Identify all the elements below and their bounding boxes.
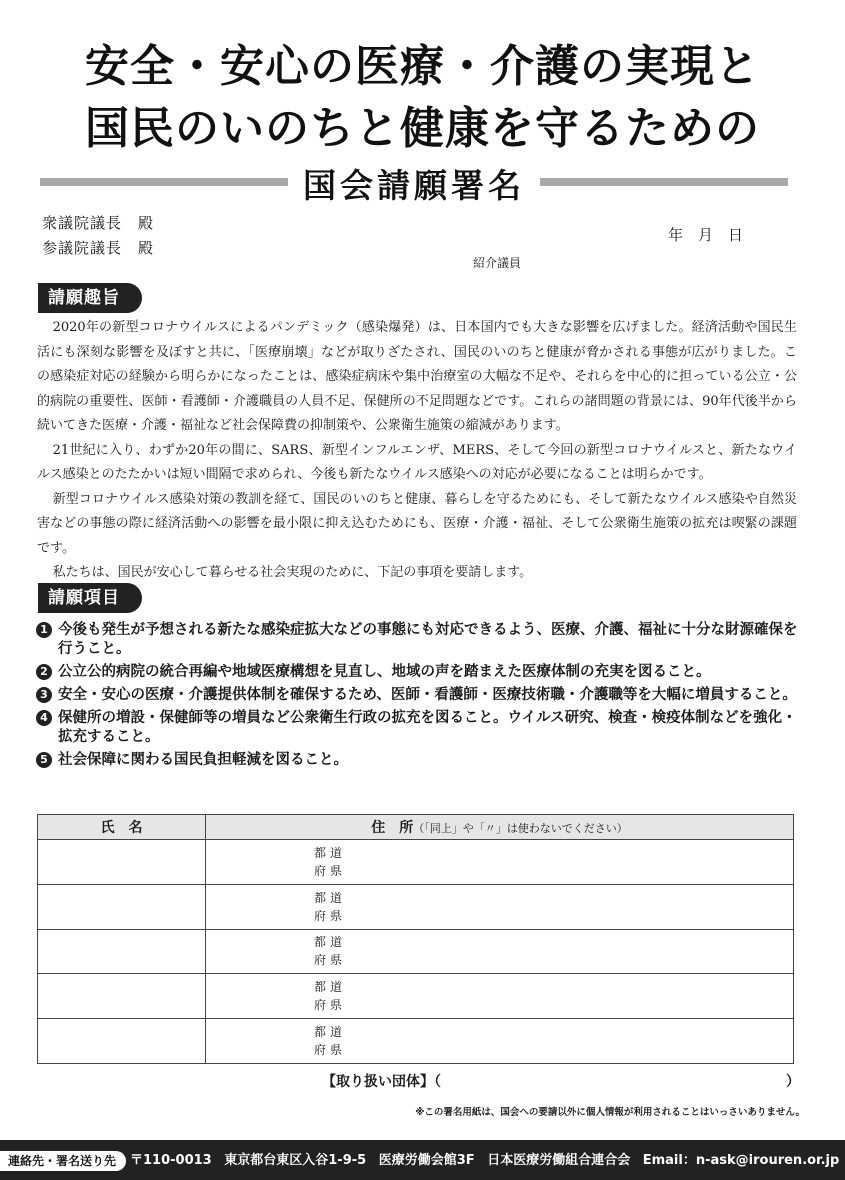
organization-label: 【取り扱い団体】（: [322, 1074, 441, 1090]
purpose-paragraph: 2020年の新型コロナウイルスによるパンデミック（感染爆発）は、日本国内でも大きな影響を広げました。経済活動や国民生活にも深刻な影響を及ぼすと共に、「医療崩壊」などが取りざたされ、国民のいのちと健康が脅かされる事態が広がりました。この感染症対応の経験から明らかになったことは、感染症病床や集中治療室の大幅な不足や、それらを中心的に担っている公立・公的病院の重要性、医師・看護師・介護職員の人員不足、保健所の不足問題などです。これらの諸問題の背景には、90年代後半から続いてきた医療・介護・福祉など社会保障費の抑制策や、公衆衛生施策の縮減があります。: [37, 320, 797, 433]
prefecture-label: 都道: [314, 980, 347, 995]
footer-address: 東京都台東区入谷1-9-5: [224, 1153, 367, 1168]
name-field[interactable]: [38, 884, 206, 929]
subtitle: 国会請願署名: [303, 166, 525, 205]
table-row: [38, 1019, 794, 1064]
number-badge-icon: 1: [36, 622, 52, 638]
table-row: [38, 974, 794, 1019]
addressee-house-of-councillors: 参議院議長 殿: [42, 239, 155, 257]
petition-item: [36, 751, 806, 770]
petition-item-text: 公立公的病院の統合再編や地域医療構想を見直し、地域の声を踏まえた医療体制の充実を図ること。: [58, 664, 711, 680]
table-row: [38, 884, 794, 929]
number-badge-icon: 2: [36, 664, 52, 680]
petition-item: [36, 686, 806, 705]
organization-field[interactable]: [322, 1071, 800, 1091]
petition-item: [36, 621, 806, 659]
name-field[interactable]: [38, 1019, 206, 1064]
signature-table: [37, 814, 794, 1064]
address-field[interactable]: [206, 974, 794, 1019]
number-badge-icon: 4: [36, 710, 52, 726]
prefecture-label: 府県: [314, 953, 347, 968]
footer-contact-info: [130, 1151, 839, 1171]
name-field[interactable]: [38, 974, 206, 1019]
address-column-header: [206, 815, 794, 840]
address-field[interactable]: [206, 1019, 794, 1064]
subtitle-block: [40, 160, 788, 205]
organization-close: ）: [786, 1074, 800, 1090]
address-field[interactable]: [206, 929, 794, 974]
table-row: [38, 840, 794, 885]
title-line-1: 安全・安心の医療・介護の実現と: [85, 41, 760, 92]
prefecture-label: 府県: [314, 863, 347, 878]
footer-bar: [0, 1140, 845, 1180]
purpose-body: [37, 316, 797, 586]
petition-item: [36, 663, 806, 682]
introducer-label: 紹介議員: [473, 256, 522, 270]
purpose-paragraph: 私たちは、国民が安心して暮らせる社会実現のために、下記の事項を要請します。: [52, 565, 533, 580]
prefecture-label: 府県: [314, 908, 347, 923]
items-label: 請願項目: [38, 583, 142, 613]
purpose-label: 請願趣旨: [38, 283, 142, 313]
prefecture-label: 都道: [314, 890, 347, 905]
petition-item-text: 保健所の増設・保健師等の増員など公衆衛生行政の拡充を図ること。ウイルス研究、検査・検疫体制などを強化・拡充すること。: [58, 710, 797, 745]
name-field[interactable]: [38, 840, 206, 885]
table-row: [38, 929, 794, 974]
footer-contact-label: 連絡先・署名送り先: [0, 1151, 126, 1171]
name-column-header: 氏 名: [38, 815, 206, 840]
footer-postal: 〒110-0013: [130, 1153, 212, 1168]
petition-item: [36, 709, 806, 747]
address-field[interactable]: [206, 884, 794, 929]
petition-item-text: 安全・安心の医療・介護提供体制を確保するため、医師・看護師・医療技術職・介護職等を大幅に増員すること。: [58, 687, 797, 703]
footer-building: 医療労働会館3F: [378, 1153, 475, 1168]
privacy-note: ※この署名用紙は、国会への要請以外に個人情報が利用されることはいっさいありません。: [415, 1107, 805, 1118]
address-field[interactable]: [206, 840, 794, 885]
petition-items-list: [36, 621, 806, 774]
date-field: 年 月 日: [668, 226, 744, 244]
footer-organization: 日本医療労働組合連合会: [487, 1153, 631, 1168]
petition-item-text: 今後も発生が予想される新たな感染症拡大などの事態にも対応できるよう、医療、介護、福祉に十分な財源確保を行うこと。: [58, 622, 798, 657]
number-badge-icon: 3: [36, 687, 52, 703]
addressee-house-of-representatives: 衆議院議長 殿: [42, 214, 155, 232]
prefecture-label: 都道: [314, 845, 347, 860]
prefecture-label: 都道: [314, 1025, 347, 1040]
prefecture-label: 都道: [314, 935, 347, 950]
name-field[interactable]: [38, 929, 206, 974]
petition-item-text: 社会保障に関わる国民負担軽減を図ること。: [58, 752, 348, 768]
purpose-paragraph: 21世紀に入り、わずか20年の間に、SARS、新型インフルエンザ、MERS、そして今回の新型コロナウイルスと、新たなウイルス感染とのたたかいは短い間隔で求められ、今後も新たなウイルス感染への対応が必要になることは明らかです。: [37, 442, 797, 482]
address-header-note: （「同上」や「〃」は使わないでください）: [413, 822, 628, 835]
number-badge-icon: 5: [36, 752, 52, 768]
prefecture-label: 府県: [314, 1043, 347, 1058]
prefecture-label: 府県: [314, 998, 347, 1013]
title-line-2: 国民のいのちと健康を守るための: [85, 103, 760, 154]
purpose-paragraph: 新型コロナウイルス感染対策の教訓を経て、国民のいのちと健康、暮らしを守るためにも、そして新たなウイルス感染や自然災害などの事態の際に経済活動への影響を最小限に抑え込むためにも、医療・介護・福祉、そして公衆衛生施策の拡充は喫緊の課題です。: [37, 491, 797, 556]
address-header-label: 住 所: [371, 820, 414, 836]
table-header-row: [38, 815, 794, 840]
footer-email[interactable]: Email：n-ask@irouren.or.jp: [642, 1153, 840, 1168]
